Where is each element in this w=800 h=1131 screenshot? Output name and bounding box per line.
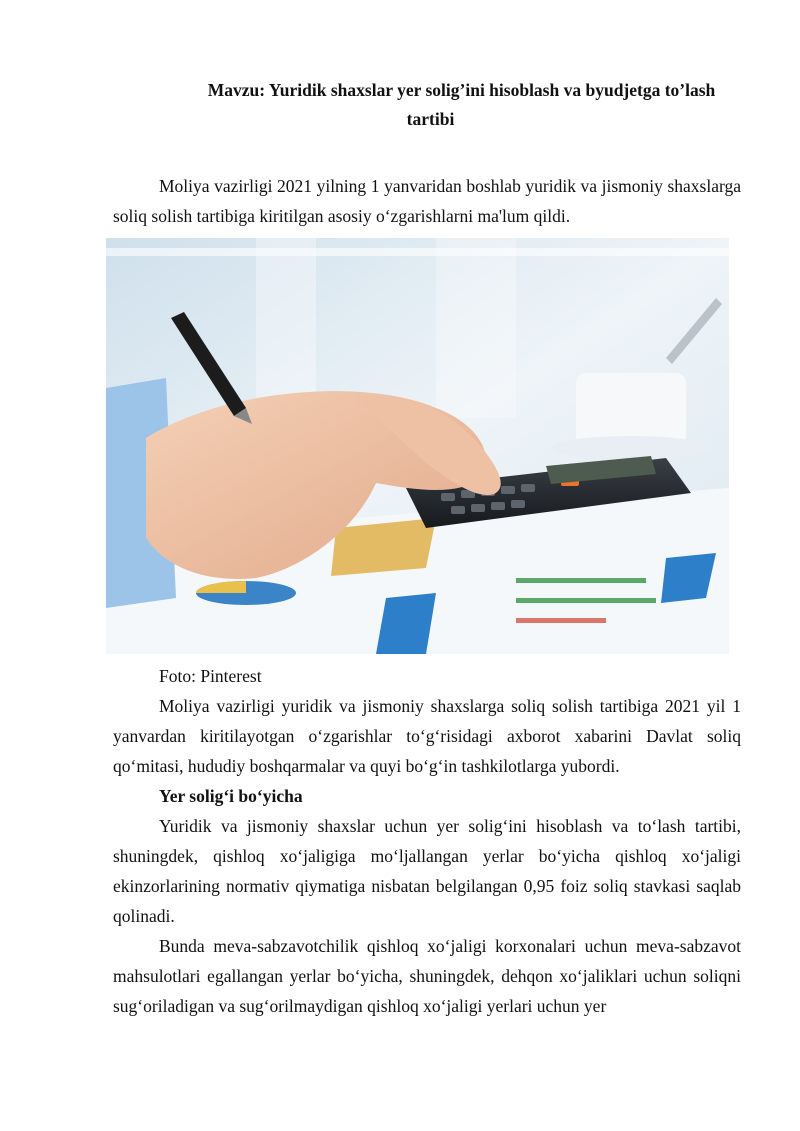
paragraph-horticulture: Bunda meva-sabzavotchilik qishloq xo‘jaligi korxonalari uchun meva-sabzavot mahsulotlari egallangan yerlar bo‘yicha, shuningdek, dehqon xo‘jaliklari uchun soliqni sug‘oriladigan va sug‘orilmaydigan qishloq xo‘jaligi yerlari uchun yer <box>113 936 741 1016</box>
photo-illustration <box>106 238 729 654</box>
body-text <box>113 691 741 1021</box>
title-line-2: tartibi <box>406 109 455 129</box>
intro-paragraph <box>113 171 741 231</box>
paragraph-ministry: Moliya vazirligi yuridik va jismoniy shaxslarga soliq solish tartibiga 2021 yil 1 yanvardan kiritilayotgan o‘zgarishlar to‘g‘risidagi axborot xabarini Davlat soliq qo‘mitasi, hududiy boshqarmalar va quyi bo‘g‘in tashkilotlarga yubordi. <box>113 696 741 776</box>
intro-text: Moliya vazirligi 2021 yilning 1 yanvaridan boshlab yuridik va jismoniy shaxslarga soliq solish tartibiga kiritilgan asosiy o‘zgarishlarni ma'lum qildi. <box>113 176 741 226</box>
document-title <box>110 76 741 134</box>
photo-caption: Foto: Pinterest <box>159 666 262 686</box>
title-line-1: Mavzu: Yuridik shaxslar yer solig’ini hisoblash va byudjetga to’lash <box>207 80 716 100</box>
calculator-photo <box>106 238 729 654</box>
section-heading: Yer solig‘i bo‘yicha <box>159 786 303 806</box>
paragraph-land-tax: Yuridik va jismoniy shaxslar uchun yer solig‘ini hisoblash va to‘lash tartibi, shuningdek, qishloq xo‘jaligiga mo‘ljallangan yerlar bo‘yicha qishloq xo‘jaligi ekinzorlarining normativ qiymatiga nisbatan belgilangan 0,95 foiz soliq stavkasi saqlab qolinadi. <box>113 816 741 926</box>
